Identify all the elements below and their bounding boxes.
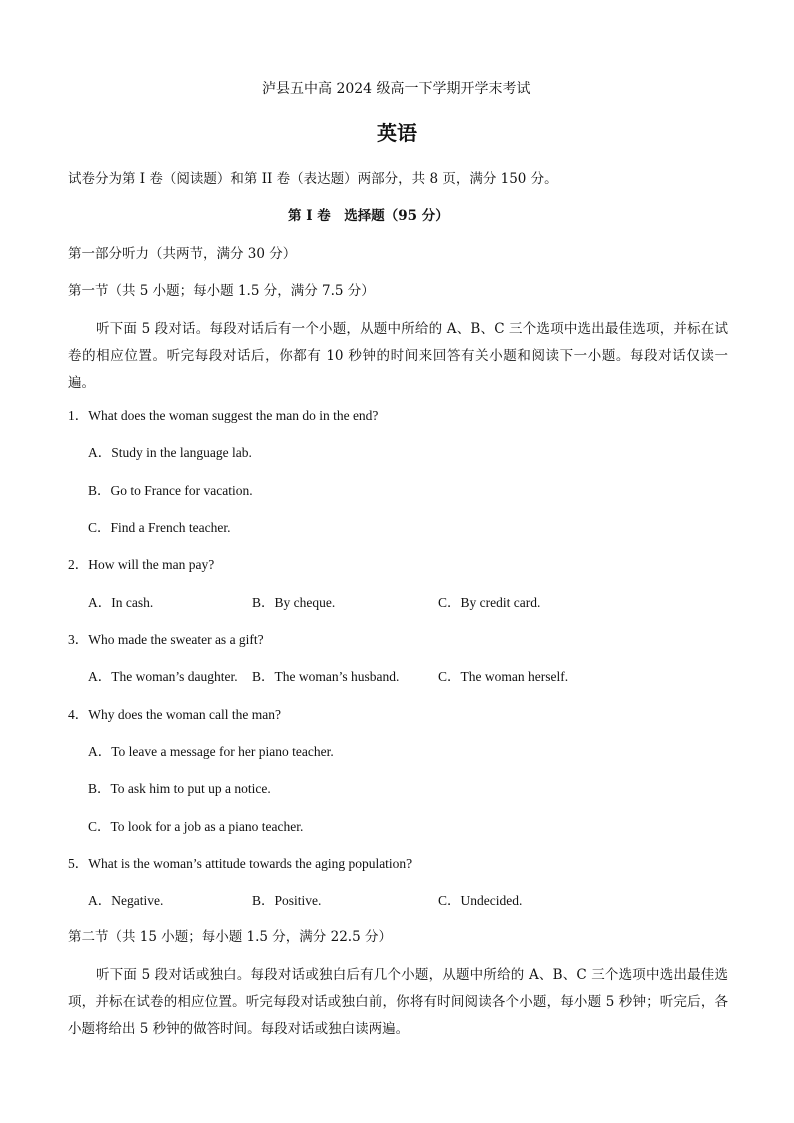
question-5-option-c[interactable]: C．Undecided. xyxy=(438,893,523,908)
question-4-option-b[interactable]: B．To ask him to put up a notice. xyxy=(88,781,271,796)
part1-heading: 第一部分听力（共两节，满分 30 分） xyxy=(68,246,297,262)
volume1-heading: 第 I 卷 选择题（95 分） xyxy=(288,208,449,224)
question-5-option-a[interactable]: A．Negative. xyxy=(88,893,164,908)
section2-instructions: 听下面 5 段对话或独白。每段对话或独白后有几个小题，从题中所给的 A、B、C 三个选项中选出最佳选项，并标在试卷的相应位置。听完每段对话或独白前，你将有时间阅读各个小题，每小题 5 秒钟；听完后，各小题将给出 5 秒钟的做答时间。每段对话或独白读两遍。 xyxy=(68,967,728,1037)
exam-title: 泸县五中高 2024 级高一下学期开学末考试 xyxy=(262,81,531,97)
question-1-option-c[interactable]: C．Find a French teacher. xyxy=(88,520,231,535)
section2-heading: 第二节（共 15 小题；每小题 1.5 分，满分 22.5 分） xyxy=(68,929,392,945)
question-2-option-c[interactable]: C．By credit card. xyxy=(438,595,541,610)
question-3-option-b[interactable]: B．The woman’s husband. xyxy=(252,669,400,684)
question-1-option-a[interactable]: A．Study in the language lab. xyxy=(88,445,252,460)
question-2-option-b[interactable]: B．By cheque. xyxy=(252,595,336,610)
question-4-option-a[interactable]: A．To leave a message for her piano teacher. xyxy=(88,744,334,759)
question-5-stem: 5．What is the woman’s attitude towards the aging population? xyxy=(68,856,413,871)
section1-instructions: 听下面 5 段对话。每段对话后有一个小题，从题中所给的 A、B、C 三个选项中选出最佳选项，并标在试卷的相应位置。听完每段对话后，你都有 10 秒钟的时间来回答有关小题和阅读下一小题。每段对话仅读一遍。 xyxy=(68,321,728,391)
question-3-stem: 3．Who made the sweater as a gift? xyxy=(68,632,264,647)
question-1-option-b[interactable]: B．Go to France for vacation. xyxy=(88,483,253,498)
section1-heading: 第一节（共 5 小题；每小题 1.5 分，满分 7.5 分） xyxy=(68,283,375,299)
question-5-option-b[interactable]: B．Positive. xyxy=(252,893,322,908)
question-3-option-a[interactable]: A．The woman’s daughter. xyxy=(88,669,238,684)
question-2-option-a[interactable]: A．In cash. xyxy=(88,595,154,610)
question-3-option-c[interactable]: C．The woman herself. xyxy=(438,669,569,684)
question-4-stem: 4．Why does the woman call the man? xyxy=(68,707,281,722)
exam-intro: 试卷分为第 I 卷（阅读题）和第 II 卷（表达题）两部分，共 8 页，满分 150 分。 xyxy=(68,171,558,187)
question-4-option-c[interactable]: C．To look for a job as a piano teacher. xyxy=(88,819,304,834)
subject-title: 英语 xyxy=(377,121,417,145)
question-1-stem: 1．What does the woman suggest the man do in the end? xyxy=(68,408,379,423)
question-2-stem: 2．How will the man pay? xyxy=(68,557,215,572)
